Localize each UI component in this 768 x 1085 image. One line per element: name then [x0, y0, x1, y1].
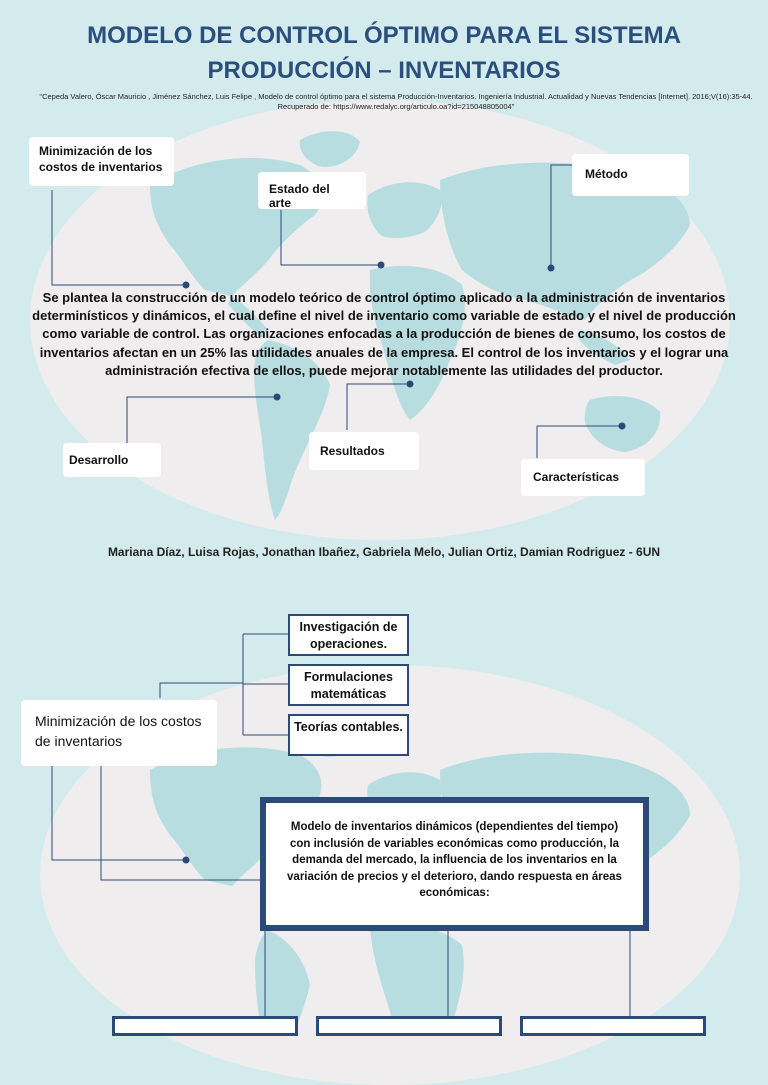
card-estado-label: Estado del arte: [269, 182, 330, 210]
card-minimizacion[interactable]: [29, 137, 174, 186]
card-caracteristicas[interactable]: [521, 459, 645, 496]
map2-africa: [370, 923, 464, 1024]
branch-formulaciones-label: Formulaciones matemáticas: [304, 670, 393, 701]
bottom-box-1[interactable]: [112, 1016, 298, 1036]
card-minimizacion-label: Minimización de los costos de inventarios: [39, 144, 163, 174]
model-box[interactable]: [260, 797, 649, 931]
card-resultados-label: Resultados: [320, 444, 385, 458]
card-metodo-label: Método: [585, 167, 628, 181]
map2-south-america: [255, 930, 310, 1024]
model-box-text: Modelo de inventarios dinámicos (dependientes del tiempo) con inclusión de variables económicas como producción, la demanda del mercado, la influencia de los inventarios en la variación de precios y el deterioro, dando respuesta en áreas económicas:: [287, 821, 622, 899]
branch-investigacion-label: Investigación de operaciones.: [299, 620, 398, 651]
card-resultados[interactable]: [309, 432, 419, 470]
title-line-1: MODELO DE CONTROL ÓPTIMO PARA EL SISTEMA: [87, 22, 681, 49]
branch-formulaciones[interactable]: [288, 664, 409, 706]
citation-text: "Cepeda Valero, Óscar Mauricio , Jiménez Sánchez, Luis Felipe , Modelo de control óptimo para el sistema Producción-Inventarios. Ingeniería Industrial. Actualidad y Nuevas Tendencias [Internet]. 2016;V(16):35-44. Recuperado de: https://www.redalyc.org/articulo.oa?id=215048805004": [39, 92, 753, 111]
card-metodo[interactable]: [572, 154, 689, 196]
branch-investigacion[interactable]: [288, 614, 409, 656]
card-minimizacion-2-label: Minimización de los costos de inventarios: [35, 713, 202, 749]
summary-paragraph: Se plantea la construcción de un modelo teórico de control óptimo aplicado a la administración de inventarios determinísticos y dinámicos, el cual define el nivel de inventario como variable de estado y el nivel de producción como variable de control. Las organizaciones enfocadas a la producción de bienes de consumo, los costos de inventarios afectan en un 25% las utilidades anuales de la empresa. El control de los inventarios y el lograr una administración efectiva de ellos, puede mejorar notablemente las utilidades del productor.: [32, 290, 736, 378]
card-desarrollo[interactable]: [63, 443, 161, 477]
bottom-box-3[interactable]: [520, 1016, 706, 1036]
branch-teorias-label: Teorías contables.: [294, 720, 403, 734]
authors-line: Mariana Díaz, Luisa Rojas, Jonathan Ibañez, Gabriela Melo, Julian Ortiz, Damian Rodriguez - 6UN: [107, 545, 661, 559]
card-estado-del-arte[interactable]: [258, 172, 366, 209]
branch-teorias[interactable]: [288, 714, 409, 756]
page-title: [20, 18, 748, 88]
title-line-2: PRODUCCIÓN – INVENTARIOS: [207, 57, 561, 84]
bottom-box-2[interactable]: [316, 1016, 502, 1036]
card-caracteristicas-label: Características: [533, 470, 620, 484]
card-desarrollo-label: Desarrollo: [69, 453, 129, 467]
card-minimizacion-2[interactable]: [21, 700, 217, 766]
